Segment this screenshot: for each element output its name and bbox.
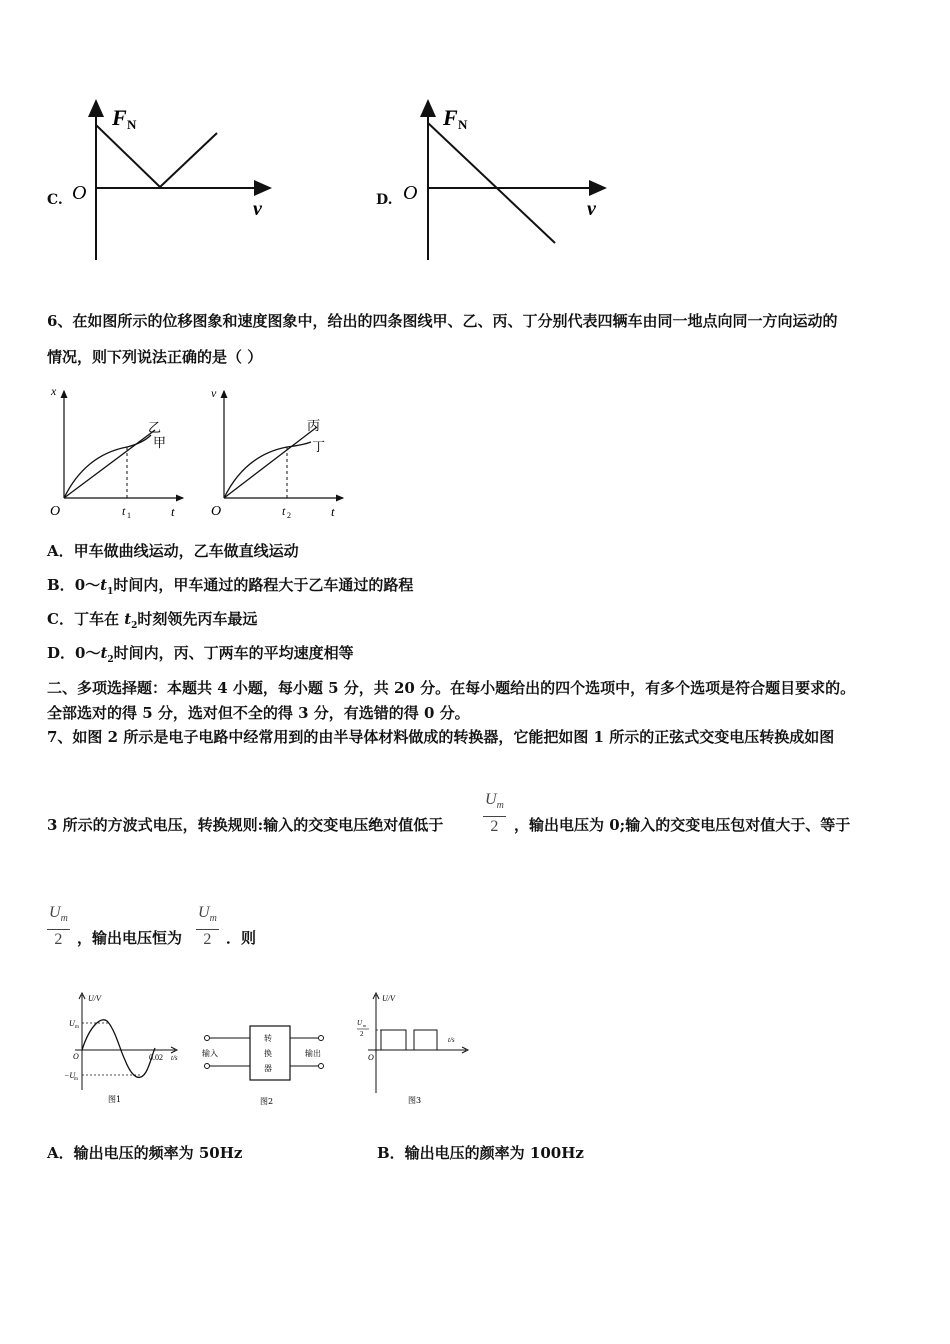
graph-c [60, 95, 290, 265]
q6-option-c: C．丁车在 $t_2$时刻领先丙车最远 [47, 610, 258, 631]
q7-fraction-2: $\frac{U_m}{2}$ [49, 904, 68, 949]
q6-graph-v [205, 385, 350, 525]
option-d-label: D. [376, 192, 393, 208]
fig3-level-den: 2 [360, 1030, 364, 1038]
fig1-origin: O [73, 1052, 79, 1061]
svg-text:m: m [75, 1025, 79, 1030]
q6-stem-line1: 6、在如图所示的位移图象和速度图象中，给出的四条图线甲、乙、丙、丁分别代表四辆车由同一地点向同一方向运动的 [47, 312, 838, 330]
q6-graph-v-tick-sub: 2 [287, 511, 291, 520]
fig3-origin: O [368, 1053, 374, 1062]
graph-c-y-label: F [112, 105, 127, 130]
fig2-input-label: 输入 [202, 1049, 218, 1058]
graph-c-y-sub: N [127, 117, 137, 132]
graph-d [395, 95, 625, 265]
graph-d-y-sub: N [458, 117, 468, 132]
fig1-x-label: t/s [171, 1054, 178, 1062]
fig2-caption: 图2 [260, 1097, 274, 1106]
q6-graph-v-t-label: t [331, 504, 335, 519]
q6-graph-v-y-label: v [211, 386, 217, 400]
q7-fraction-1: $\frac{U_m}{2}$ [485, 791, 504, 836]
fig2-box-char-2: 换 [264, 1049, 272, 1058]
option-c-label: C. [47, 192, 63, 208]
q6-label-jia: 甲 [153, 436, 167, 451]
fig2-output-label: 输出 [305, 1049, 321, 1058]
section2-line1: 二、多项选择题：本题共 4 小题，每小题 5 分，共 20 分。在每小题给出的四个选项中，有多个选项是符合题目要求的。 [47, 679, 856, 697]
q6-graph-x-t-label: t [171, 504, 175, 519]
q7-figure-3 [348, 990, 473, 1110]
q7-line1: 7、如图 2 所示是电子电路中经常用到的由半导体材料做成的转换器，它能把如图 1 所示的正弦式交变电压转换成如图 [47, 728, 835, 746]
graph-d-origin: O [403, 182, 418, 204]
q7-figure-2 [200, 1020, 335, 1115]
q7-line3-b: ．则 [226, 929, 257, 947]
q7-fraction-3: $\frac{U_m}{2}$ [198, 904, 217, 949]
q6-graph-x [45, 385, 190, 525]
fig1-caption: 图1 [108, 1095, 122, 1104]
q7-line2-b: ，输出电压为 0;输入的交变电压包对值大于、等于 [514, 816, 851, 834]
q6-option-b: B．$0\sim t_1$时间内，甲车通过的路程大于乙车通过的路程 [47, 576, 414, 597]
fig1-top-label: U [69, 1019, 75, 1028]
q6-option-a: A．甲车做曲线运动，乙车做直线运动 [47, 542, 299, 560]
fig2-box-char-1: 转 [264, 1034, 272, 1043]
graph-d-y-label: F [443, 105, 458, 130]
q7-line3-a: ，输出电压恒为 [77, 929, 183, 947]
graph-c-x-label: v [253, 198, 262, 220]
fig3-level-num: U [357, 1019, 363, 1027]
q6-graph-v-tick: t [282, 504, 286, 518]
q7-figure-1 [60, 990, 190, 1110]
svg-text:m: m [74, 1077, 78, 1082]
q7-line2-a: 3 所示的方波式电压，转换规则:输入的交变电压绝对值低于 [47, 816, 444, 834]
q6-graph-x-y-label: x [51, 384, 57, 398]
q7-option-b: B．输出电压的颜率为 100Hz [377, 1144, 584, 1162]
q6-graph-x-tick: t [122, 504, 126, 518]
graph-c-origin: O [72, 182, 87, 204]
q6-label-bing: 丙 [307, 419, 321, 434]
q6-stem-line2: 情况，则下列说法正确的是（ ） [47, 348, 263, 366]
fig1-period-label: 0.02 [149, 1053, 163, 1062]
q6-label-ding: 丁 [312, 440, 326, 455]
q6-graph-x-origin: O [50, 504, 61, 519]
q6-graph-v-origin: O [211, 504, 222, 519]
fig1-y-label: U/V [88, 994, 101, 1003]
q6-graph-x-tick-sub: 1 [127, 511, 131, 520]
section2-line2: 全部选对的得 5 分，选对但不全的得 3 分，有选错的得 0 分。 [47, 704, 470, 722]
svg-text:m: m [363, 1023, 367, 1028]
fig3-caption: 图3 [408, 1096, 422, 1105]
q6-label-yi: 乙 [148, 421, 162, 436]
fig3-x-label: t/s [448, 1036, 455, 1044]
fig2-box-char-3: 器 [264, 1064, 272, 1073]
q6-option-d: D．$0\sim t_2$时间内，丙、丁两车的平均速度相等 [47, 644, 354, 665]
fig1-bottom-label: −U [64, 1071, 76, 1080]
graph-d-x-label: v [587, 198, 596, 220]
fig3-y-label: U/V [382, 994, 395, 1003]
q7-option-a: A．输出电压的频率为 50Hz [47, 1144, 243, 1162]
